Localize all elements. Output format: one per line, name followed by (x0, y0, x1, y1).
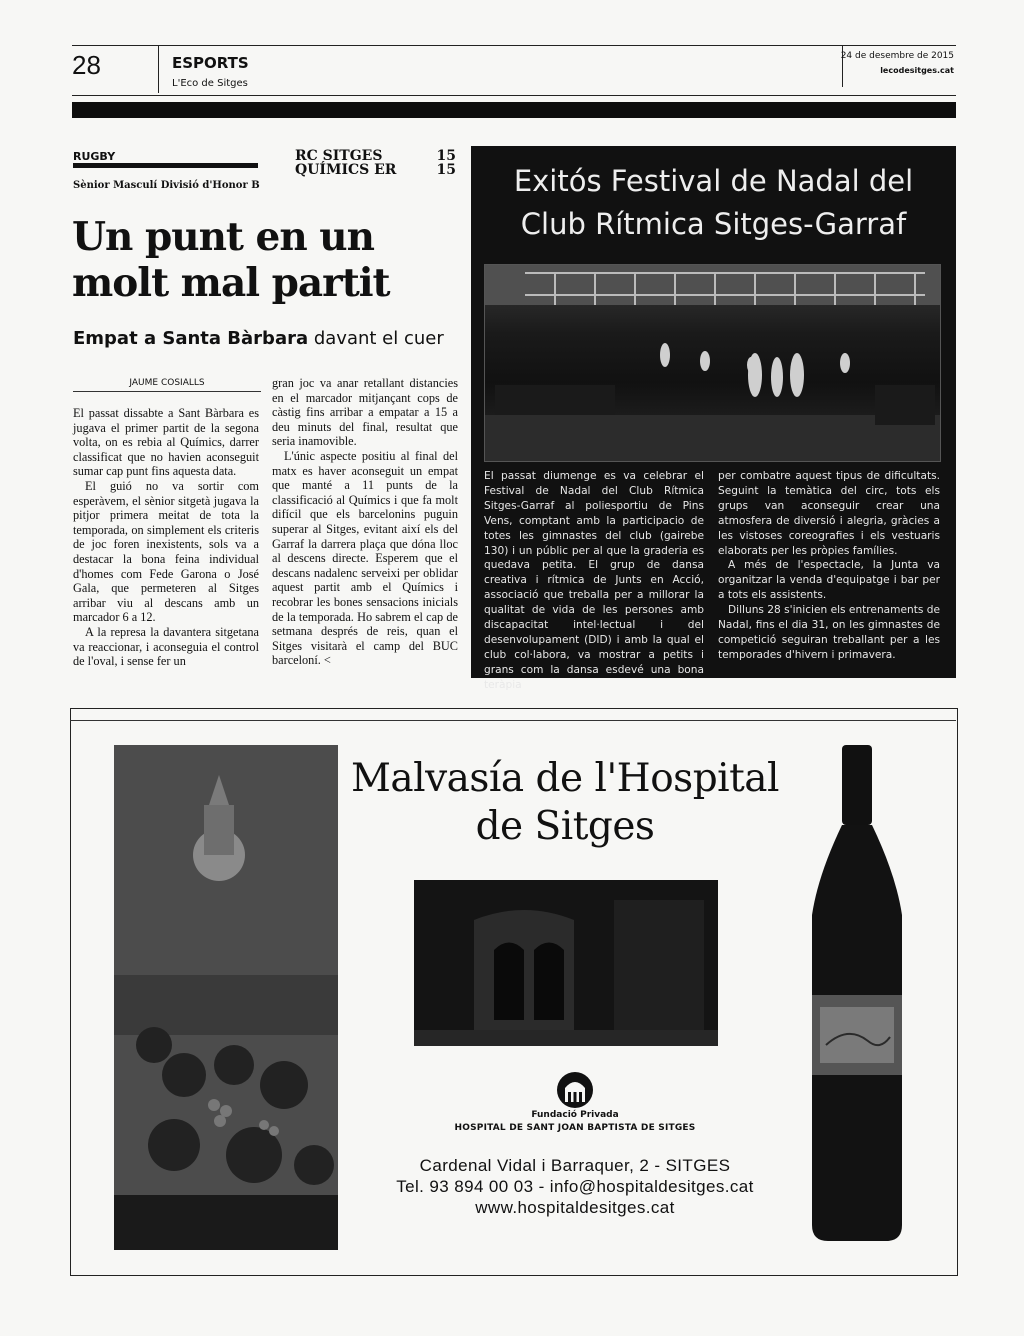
byline: JAUME COSIALLS (129, 378, 205, 388)
festival-photo (484, 264, 941, 462)
score-team-home: RC SITGES (295, 148, 383, 164)
header-top-rule (72, 45, 956, 46)
paragraph: A més de l'espectacle, la Junta va organitzar la venda d'equipatge i bar per a tots els assistents. (718, 559, 940, 602)
paragraph: El passat dissabte a Sant Bàrbara es jugava el primer partit de la segona volta, on es rebia al Químics, darrer classificat que no havien aconseguit sumar cap punt fins aquesta data. (73, 406, 259, 479)
article-column-2 (272, 376, 458, 668)
score-home: 15 (436, 148, 456, 164)
byline-rule (73, 391, 261, 392)
kicker-bar (73, 163, 258, 168)
score-team-away: QUÍMICS ER (295, 162, 397, 178)
festival-title (471, 160, 956, 246)
headline-line-2: molt mal partit (72, 260, 390, 306)
festival-title-line-2: Club Rítmica Sitges-Garraf (520, 207, 907, 241)
festival-column-2 (718, 469, 940, 663)
paragraph: El guió no va sortir com esperàvem, el sènior sitgetà jugava la pitjor primera meitat de tota la temporada, on simplement els criteris de joc foren inexistents, sols va a destacar la bona feina individual d'homes com Fede Garona o José Gala, que permeteren al Sitges arribar viu al descans amb un marcador 6 a 12. (73, 478, 259, 625)
ad-still-life-photo (114, 745, 338, 1250)
still-life-graphic (114, 745, 338, 1250)
ad-title (340, 755, 790, 851)
wine-bottle-image (798, 745, 916, 1245)
festival-column-1 (484, 469, 704, 693)
article-column-1 (73, 406, 259, 669)
ad-address: Cardenal Vidal i Barraquer, 2 - SITGES (419, 1156, 731, 1175)
building-graphic (414, 880, 718, 1046)
ad-title-line-2: de Sitges (475, 804, 655, 849)
wine-bottle-graphic (798, 745, 916, 1245)
ad-building-photo (414, 880, 718, 1046)
paragraph: El passat diumenge es va celebrar el Festival de Nadal del Club Rítmica Sitges-Garraf al poliesportiu de Pins Vens, comptant amb la participacio de totes les gimnastes del club (gairebe 130) i un públic per al que la graderia es quedava petita. El grup de dansa creativa i rítmica de Junts en Acció, associació que treballa per a millorar la qualitat de vida de les persones amb discapacitat intel·lectual i del desenvolupament (DID) i amb la qual el club col·labora, va mostrar a petits i grans com la dansa esdevé una bona teràpia (484, 470, 704, 691)
score-away: 15 (436, 162, 456, 178)
foundation-line-2: HOSPITAL DE SANT JOAN BAPTISTA DE SITGES (454, 1123, 696, 1133)
page-number: 28 (72, 50, 101, 80)
issue-date: 24 de desembre de 2015 (840, 51, 954, 61)
foundation-line-1: Fundació Privada (531, 1110, 619, 1120)
header-black-bar (72, 102, 956, 118)
ad-contact-block (340, 1155, 810, 1218)
article-headline (72, 214, 452, 306)
advertisement-inner-rule (70, 720, 956, 721)
paragraph: gran joc va anar retallant distancies en el marcador mitjançant cops de càstig fins arribar a empatar a 15 a deu minuts del final, resultat que seria inamovible. (272, 376, 458, 449)
website[interactable]: lecodesitges.cat (880, 66, 954, 75)
paragraph: L'únic aspecte positiu al final del matx es haver aconseguit un empat que manté a 11 punts de la classificació al Químics i que fa molt difícil que els barcelonins puguin superar al Sitges, evitant així els del Garraf la darrera plaça que dóna lloc al descens directe. Esperem que el descans nadalenc serveixi per oblidar aquest partit amb el Químics i recobrar les bones sensacions inicials de la temporada. Ho sabrem el cap de setmana després de reis, quan el Sitges visitarà el camp del BUC barceloní. < (272, 448, 458, 668)
hospital-logo-icon (555, 1070, 595, 1110)
header-divider (158, 45, 159, 93)
paragraph: A la represa la davantera sitgetana va reaccionar, i aconseguia el control de l'oval, i sense fer un (73, 624, 259, 669)
festival-title-line-1: Exitós Festival de Nadal del (513, 164, 914, 198)
ad-title-line-1: Malvasía de l'Hospital (350, 756, 780, 801)
section-title: ESPORTS (172, 54, 249, 72)
header-bottom-rule (72, 95, 956, 96)
publication-name: L'Eco de Sitges (172, 78, 248, 89)
headline-line-1: Un punt en un (72, 214, 374, 260)
subhead-bold: Empat a Santa Bàrbara (73, 328, 309, 349)
gymnasium-photo-graphic (485, 265, 940, 461)
ad-phone-email[interactable]: Tel. 93 894 00 03 - info@hospitaldesitges.cat (396, 1177, 754, 1196)
subhead-rest: davant el cuer (308, 328, 444, 349)
article-category: Sènior Masculí Divisió d'Honor B (73, 180, 260, 191)
ad-website[interactable]: www.hospitaldesitges.cat (475, 1198, 675, 1217)
article-subhead (73, 328, 463, 349)
paragraph: per combatre aquest tipus de dificultats. Seguint la temàtica del circ, tots els grups van aconseguir crear una atmosfera de diversió i alegria, gràcies a les vistoses coreografies i els vestuaris elaborats per les pròpies famílies. (718, 470, 940, 557)
article-kicker: RUGBY (73, 150, 116, 163)
paragraph: Dilluns 28 s'inicien els entrenaments de Nadal, fins el dia 31, on les gimnastes de competició seguiran treballant per a les temporades d'hivern i primavera. (718, 604, 940, 661)
